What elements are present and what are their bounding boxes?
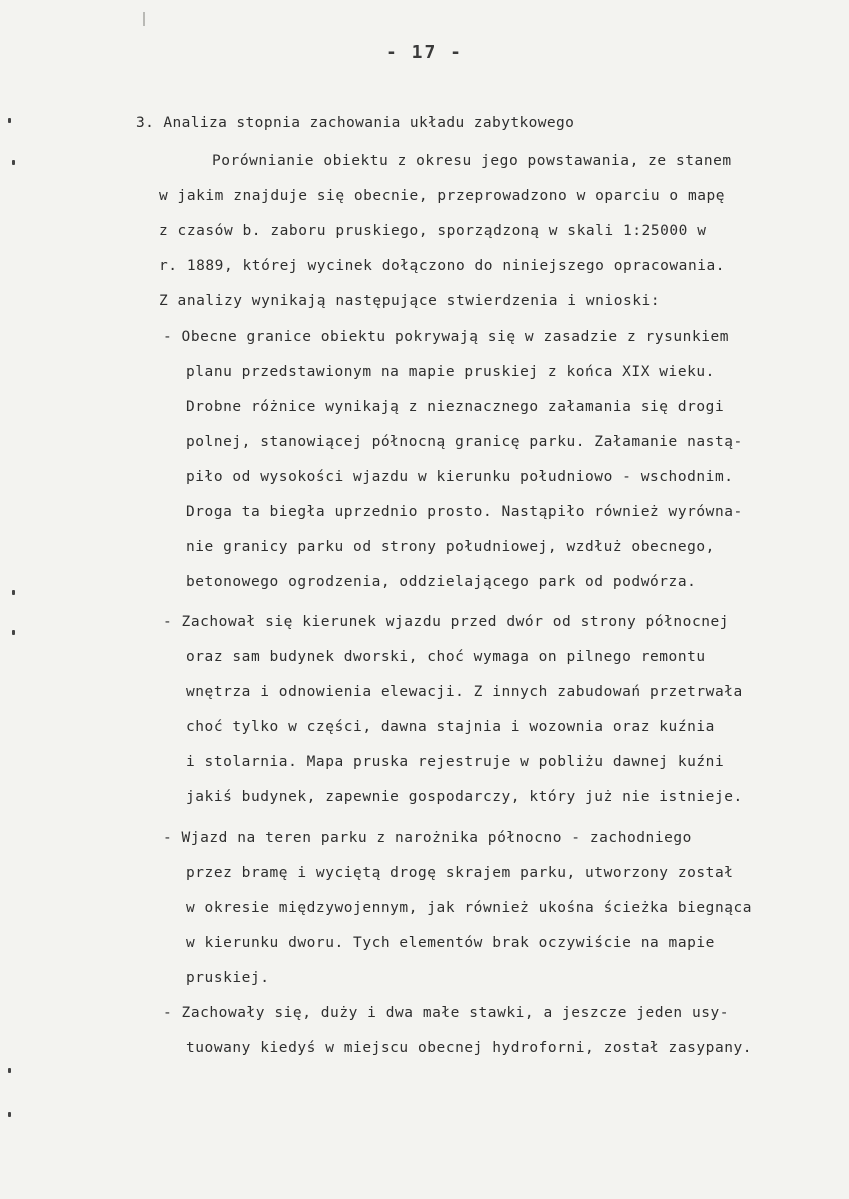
- body-line: oraz sam budynek dworski, choć wymaga on pilnego remontu: [186, 649, 706, 665]
- bullet-line: - Zachował się kierunek wjazdu przed dwór od strony północnej: [163, 614, 730, 630]
- body-line: betonowego ogrodzenia, oddzielającego park od podwórza.: [186, 574, 697, 590]
- body-line: Droga ta biegła uprzednio prosto. Nastąpiło również wyrówna-: [186, 504, 743, 520]
- body-line: polnej, stanowiącej północną granicę parku. Załamanie nastą-: [186, 434, 743, 450]
- bullet-line: - Obecne granice obiektu pokrywają się w zasadzie z rysunkiem: [163, 329, 730, 345]
- body-line: przez bramę i wyciętą drogę skrajem parku, utworzony został: [186, 865, 734, 881]
- body-line: planu przedstawionym na mapie pruskiej z końca XIX wieku.: [186, 364, 715, 380]
- body-line: choć tylko w części, dawna stajnia i wozownia oraz kuźnia: [186, 719, 715, 735]
- body-line: w okresie międzywojennym, jak również ukośna ścieżka biegnąca: [186, 900, 753, 916]
- section-heading: 3. Analiza stopnia zachowania układu zabytkowego: [136, 115, 575, 131]
- body-line: jakiś budynek, zapewnie gospodarczy, który już nie istnieje.: [186, 789, 743, 805]
- margin-mark: [12, 630, 15, 635]
- body-line: Drobne różnice wynikają z nieznacznego załamania się drogi: [186, 399, 725, 415]
- margin-mark: [8, 1068, 11, 1073]
- body-line: tuowany kiedyś w miejscu obecnej hydroforni, został zasypany.: [186, 1040, 753, 1056]
- body-line: z czasów b. zaboru pruskiego, sporządzoną w skali 1:25000 w: [159, 223, 707, 239]
- margin-mark: [12, 160, 15, 165]
- margin-mark: [8, 118, 11, 123]
- body-line: w kierunku dworu. Tych elementów brak oczywiście na mapie: [186, 935, 715, 951]
- body-line: r. 1889, której wycinek dołączono do niniejszego opracowania.: [159, 258, 726, 274]
- margin-mark: [8, 1112, 11, 1117]
- body-line: i stolarnia. Mapa pruska rejestruje w pobliżu dawnej kuźni: [186, 754, 725, 770]
- body-line: wnętrza i odnowienia elewacji. Z innych zabudowań przetrwała: [186, 684, 743, 700]
- margin-mark: [12, 590, 15, 595]
- body-line: nie granicy parku od strony południowej, wzdłuż obecnego,: [186, 539, 715, 555]
- body-line: piło od wysokości wjazdu w kierunku południowo - wschodnim.: [186, 469, 734, 485]
- margin-tick: [143, 12, 145, 26]
- body-line: pruskiej.: [186, 970, 270, 986]
- bullet-line: - Zachowały się, duży i dwa małe stawki, a jeszcze jeden usy-: [163, 1005, 730, 1021]
- body-line: Porównianie obiektu z okresu jego powstawania, ze stanem: [212, 153, 732, 169]
- body-line: w jakim znajduje się obecnie, przeprowadzono w oparciu o mapę: [159, 188, 726, 204]
- bullet-line: - Wjazd na teren parku z narożnika północno - zachodniego: [163, 830, 692, 846]
- body-line: Z analizy wynikają następujące stwierdzenia i wnioski:: [159, 293, 661, 309]
- page-number: - 17 -: [385, 42, 464, 63]
